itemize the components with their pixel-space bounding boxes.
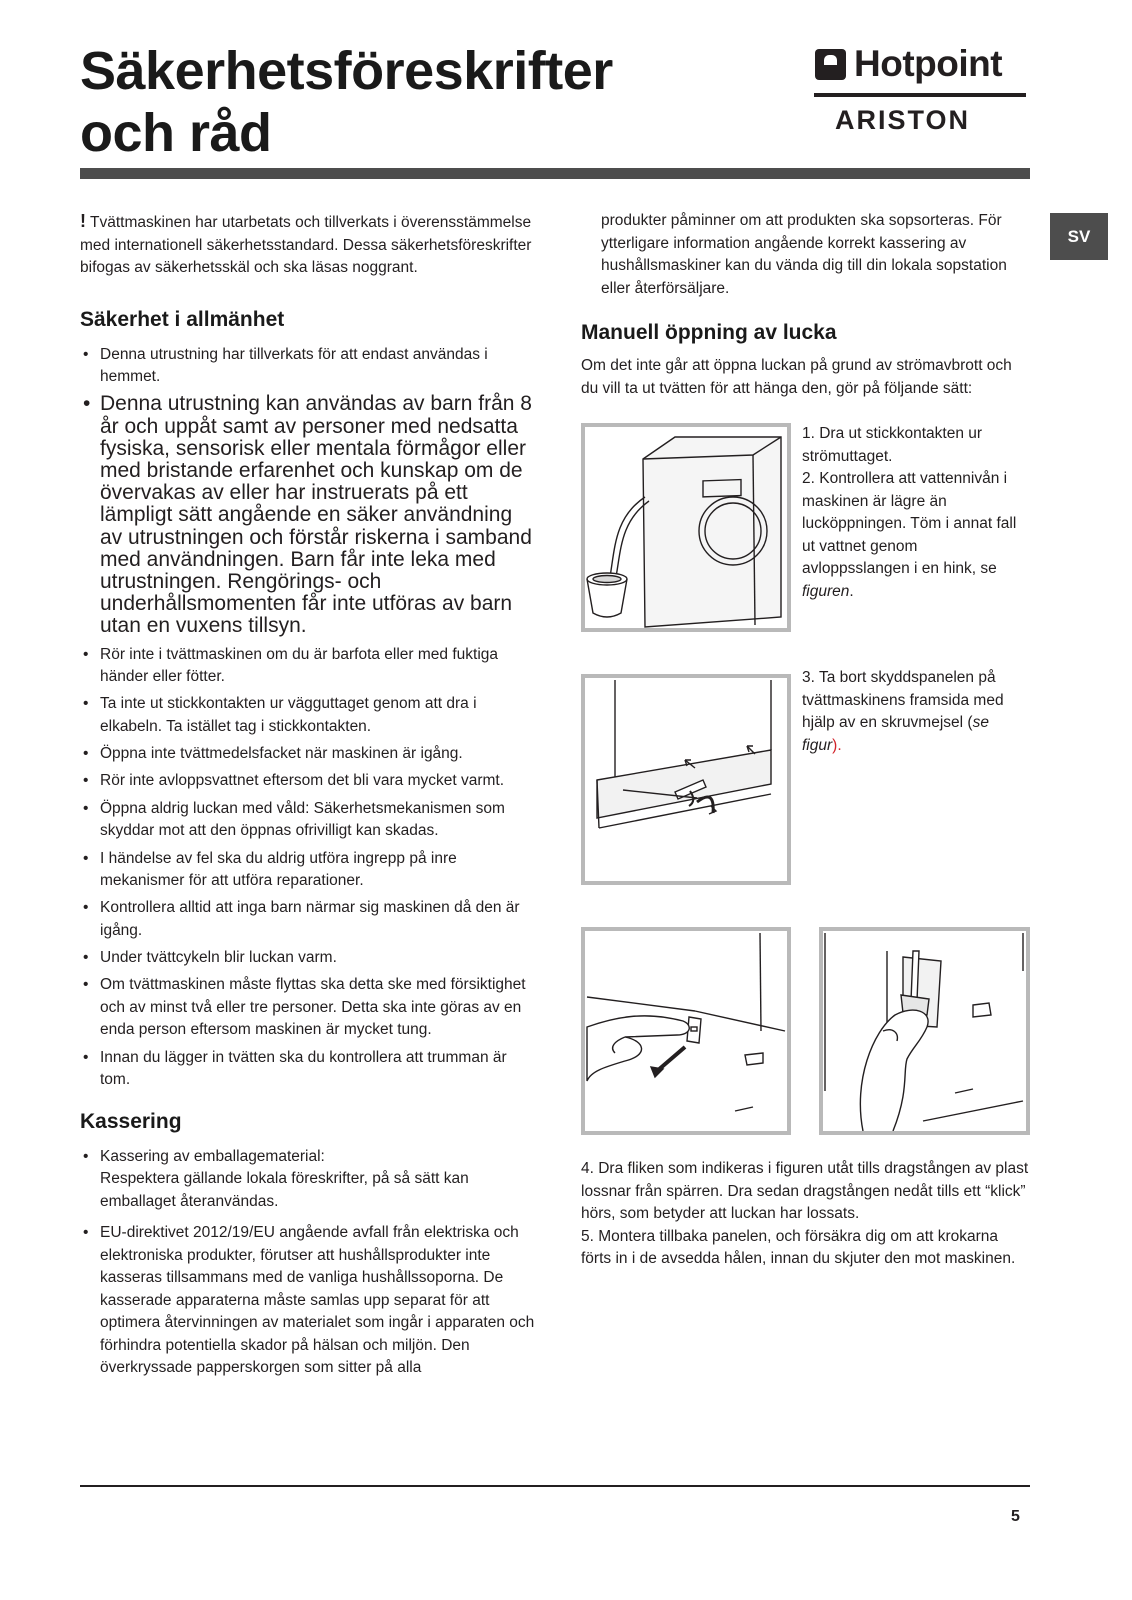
general-safety-heading: Säkerhet i allmänhet [80,307,285,331]
brand-divider [814,93,1026,97]
list-item: • Kontrollera alltid att inga barn närmar sig maskinen då den är igång. [80,897,535,942]
washing-machine-drain-illustration [585,427,787,628]
list-item: • Under tvättcykeln blir luckan varm. [80,947,535,970]
list-item: • Denna utrustning kan användas av barn från 8 år och uppåt samt av personer med nedsatta fysiska, sensorisk eller mentala förmågor eller med bristande erfarenhet och kunskap om de övervakas av eller har instruerats på ett lämpligt sätt angående en säker användning av utrustningen och förstår riskerna i samband med användningen. Barn får inte leka med utrustningen. Rengörings- och underhållsmomenten får inte utföras av barn utan en vuxens tillsyn. [80,393,535,637]
intro-text: Tvättmaskinen har utarbetats och tillverkats i överensstämmelse med internationell säkerhetsstandard. Dessa säkerhetsföreskrifter bifogas av säkerhetsskäl och ska läsas noggrant. [80,214,532,276]
intro-paragraph [80,210,535,280]
footer-rule [80,1485,1030,1487]
disposal-list [80,1146,535,1380]
title-line-2: och råd [80,103,272,163]
disposal-heading: Kassering [80,1109,182,1133]
left-column [80,210,535,1385]
step-3: 3. Ta bort skyddspanelen på tvättmaskinens framsida med hjälp av en skruvmejsel (se figur). [802,669,1004,754]
right-column [581,210,1031,400]
list-item: • Om tvättmaskinen måste flyttas ska detta ske med försiktighet och av minst två eller tre personer. Detta ska inte göras av en enda person eftersom maskinen är mycket tung. [80,974,535,1042]
brand-logo [814,44,1028,136]
brand-name: Hotpoint [854,43,1003,84]
list-item: • Rör inte i tvättmaskinen om du är barfota eller med fuktiga händer eller fötter. [80,644,535,689]
list-item: • EU-direktivet 2012/19/EU angående avfall från elektriska och elektroniska produkter, förutser att hushållsprodukter inte kasseras tillsammans med de vanliga hushållssoporna. De kasserade apparaterna måste samlas upp separat för att optimera återvinningen av materialet som ingår i apparaten och förhindra potentiella skador på hälsan och miljön. Den överkryssade papperskorgen som sitter på alla [80,1222,535,1380]
hand-pulling-rod-illustration [823,931,1026,1131]
step-2: 2. Kontrollera att vattennivån i maskinen är lägre än lucköppningen. Töm i annat fall ut vattnet genom avloppsslangen i en hink, se figuren. [802,470,1017,600]
disposal-item-text: Respektera gällande lokala föreskrifter, på så sätt kan emballaget återanvändas. [100,1170,469,1210]
general-safety-list [80,344,535,1092]
brand-subname: ARISTON [835,105,971,135]
disposal-continuation: produkter påminner om att produkten ska sopsorteras. För ytterligare information angående korrekt kassering av hushållsmaskiner kan du vända dig till din lokala sopstation eller återförsäljare. [601,212,1007,297]
list-item: • Ta inte ut stickkontakten ur vägguttaget genom att dra i elkabeln. Ta istället tag i stickkontakten. [80,693,535,738]
list-item: • Denna utrustning har tillverkats för att endast användas i hemmet. [80,344,535,389]
warning-mark: ! [80,211,86,231]
list-item: • Öppna inte tvättmedelsfacket när maskinen är igång. [80,743,535,766]
language-tab: SV [1050,213,1108,260]
screwdriver-panel-illustration [585,678,787,881]
disposal-item-title: Kassering av emballagematerial: [100,1147,325,1165]
figure-remove-panel [581,674,791,885]
page-number: 5 [1011,1508,1020,1525]
figure-pull-rod [819,927,1030,1135]
list-item: • Innan du lägger in tvätten ska du kontrollera att trumman är tom. [80,1047,535,1092]
steps-4-and-5 [581,1158,1031,1271]
list-item: • Öppna aldrig luckan med våld: Säkerhetsmekanismen som skyddar mot att den öppnas ofrivilligt kan skadas. [80,798,535,843]
list-item [80,1146,535,1214]
brand-mark-icon [815,49,846,80]
step-1: 1. Dra ut stickkontakten ur strömuttaget. [802,425,983,465]
page-title [80,40,613,164]
step-4: 4. Dra fliken som indikeras i figuren utåt tills dragstången av plast lossnar från spärren. Dra sedan dragstången nedåt tills ett “klick” hörs, som betyder att luckan har lossats. [581,1160,1029,1222]
title-line-1: Säkerhetsföreskrifter [80,41,613,101]
header-bar [80,168,1030,179]
manual-opening-heading: Manuell öppning av lucka [581,321,837,344]
list-item: • I händelse av fel ska du aldrig utföra ingrepp på inre mekanismer för att utföra reparationer. [80,848,535,893]
figure-pull-tab [581,927,791,1135]
manual-intro: Om det inte går att öppna luckan på grund av strömavbrott och du vill ta ut tvätten för att hänga den, gör på följande sätt: [581,357,1012,397]
list-item: • Rör inte avloppsvattnet eftersom det bli vara mycket varmt. [80,770,535,793]
figure-drain-hose [581,423,791,632]
hand-pulling-tab-illustration [585,931,787,1131]
step-1-and-2 [802,423,1027,603]
step-5: 5. Montera tillbaka panelen, och försäkra dig om att krokarna förts in i de avsedda hålen, innan du skjuter den mot maskinen. [581,1227,1016,1267]
